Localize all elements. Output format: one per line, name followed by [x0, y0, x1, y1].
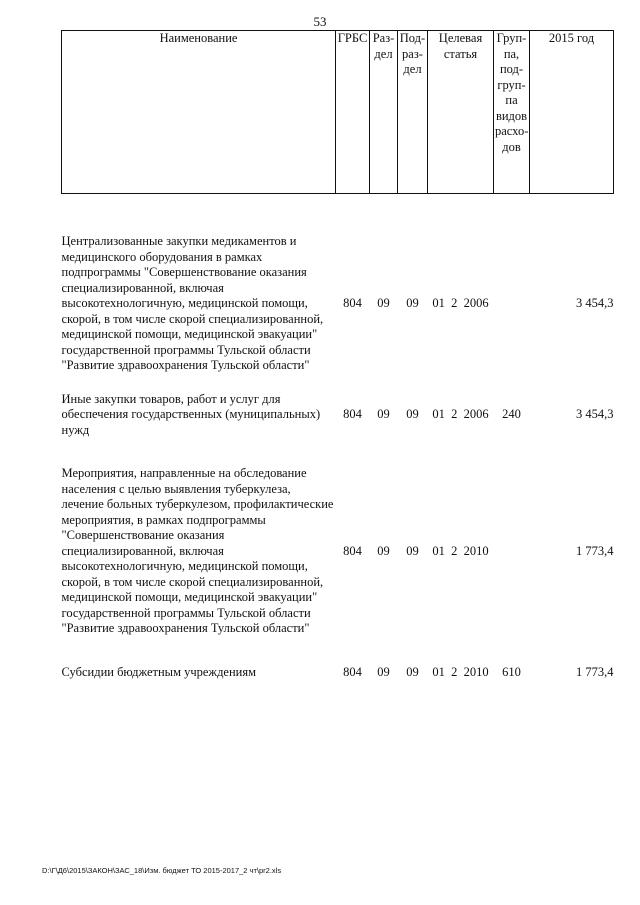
file-path-footer: D:\Г\Д6\2015\ЗАКОН\ЗАС_18\Изм. бюджет ТО 2015-2017_2 чт\pr2.xls: [42, 866, 282, 875]
row-gruppa: 240: [502, 407, 521, 421]
header-razdel: Раз- дел: [370, 31, 398, 194]
header-gruppa: Груп- па, под- груп- па видов расхо- дов: [494, 31, 530, 194]
table-body: [62, 194, 614, 681]
row-grbs: 804: [343, 543, 362, 558]
table-row: [62, 234, 614, 374]
table-row: [62, 392, 614, 439]
row-podrazdel: 09: [406, 296, 419, 310]
header-year: 2015 год: [530, 31, 614, 194]
row-podrazdel: 09: [406, 407, 419, 421]
row-celevaya-statya: 01 2 2006: [432, 296, 489, 310]
row-gruppa: [494, 234, 530, 374]
row-gruppa: [494, 466, 530, 637]
row-name: Централизованные закупки медикаментов и медицинского оборудования в рамках подпрограммы "Совершенствование оказания специализированной, включая высокотехнологичную, медицинской помощи, скорой, в том числе скорой специализированной, медицинской помощи, медицинской эвакуации" государственной программы Тульской области "Развитие здравоохранения Тульской области": [61, 234, 324, 372]
row-celevaya-statya: 01 2 2010: [432, 664, 489, 679]
row-name: Субсидии бюджетным учреждениям: [61, 664, 257, 679]
row-name: Мероприятия, направленные на обследование населения с целью выявления туберкулеза, лечение больных туберкулезом, профилактические мероприятия, в рамках подпрограммы "Совершенствование оказания специализированной, включая высокотехнологичную, медицинской помощи, скорой, в том числе скорой специализированной, медицинской помощи, медицинской эвакуации" государственной программы Тульской области "Развитие здравоохранения Тульской области": [61, 466, 334, 635]
row-celevaya-statya: 01 2 2010: [432, 543, 489, 558]
row-razdel: 09: [377, 296, 390, 310]
row-amount: 3 454,3: [576, 296, 614, 310]
row-amount: 1 773,4: [576, 664, 614, 679]
row-amount: 1 773,4: [576, 543, 614, 558]
row-razdel: 09: [377, 543, 390, 558]
header-grbs: ГРБС: [336, 31, 370, 194]
header-name: Наименование: [62, 31, 336, 194]
row-celevaya-statya: 01 2 2006: [432, 407, 489, 421]
row-gruppa: 610: [502, 664, 521, 679]
row-amount: 3 454,3: [576, 407, 614, 421]
table-row: [62, 466, 614, 637]
table-row: [62, 665, 614, 681]
header-celevaya-statya: Целевая статья: [428, 31, 494, 194]
row-razdel: 09: [377, 407, 390, 421]
row-razdel: 09: [377, 664, 390, 679]
row-podrazdel: 09: [406, 664, 419, 679]
page-number: 53: [313, 14, 327, 29]
table-header: [62, 31, 614, 194]
header-podrazdel: Под- раз- дел: [398, 31, 428, 194]
budget-table: [61, 30, 614, 680]
row-grbs: 804: [343, 407, 362, 421]
row-podrazdel: 09: [406, 543, 419, 558]
row-grbs: 804: [343, 664, 362, 679]
row-name: Иные закупки товаров, работ и услуг для обеспечения государственных (муниципальных) нужд: [61, 391, 321, 437]
row-grbs: 804: [343, 296, 362, 310]
